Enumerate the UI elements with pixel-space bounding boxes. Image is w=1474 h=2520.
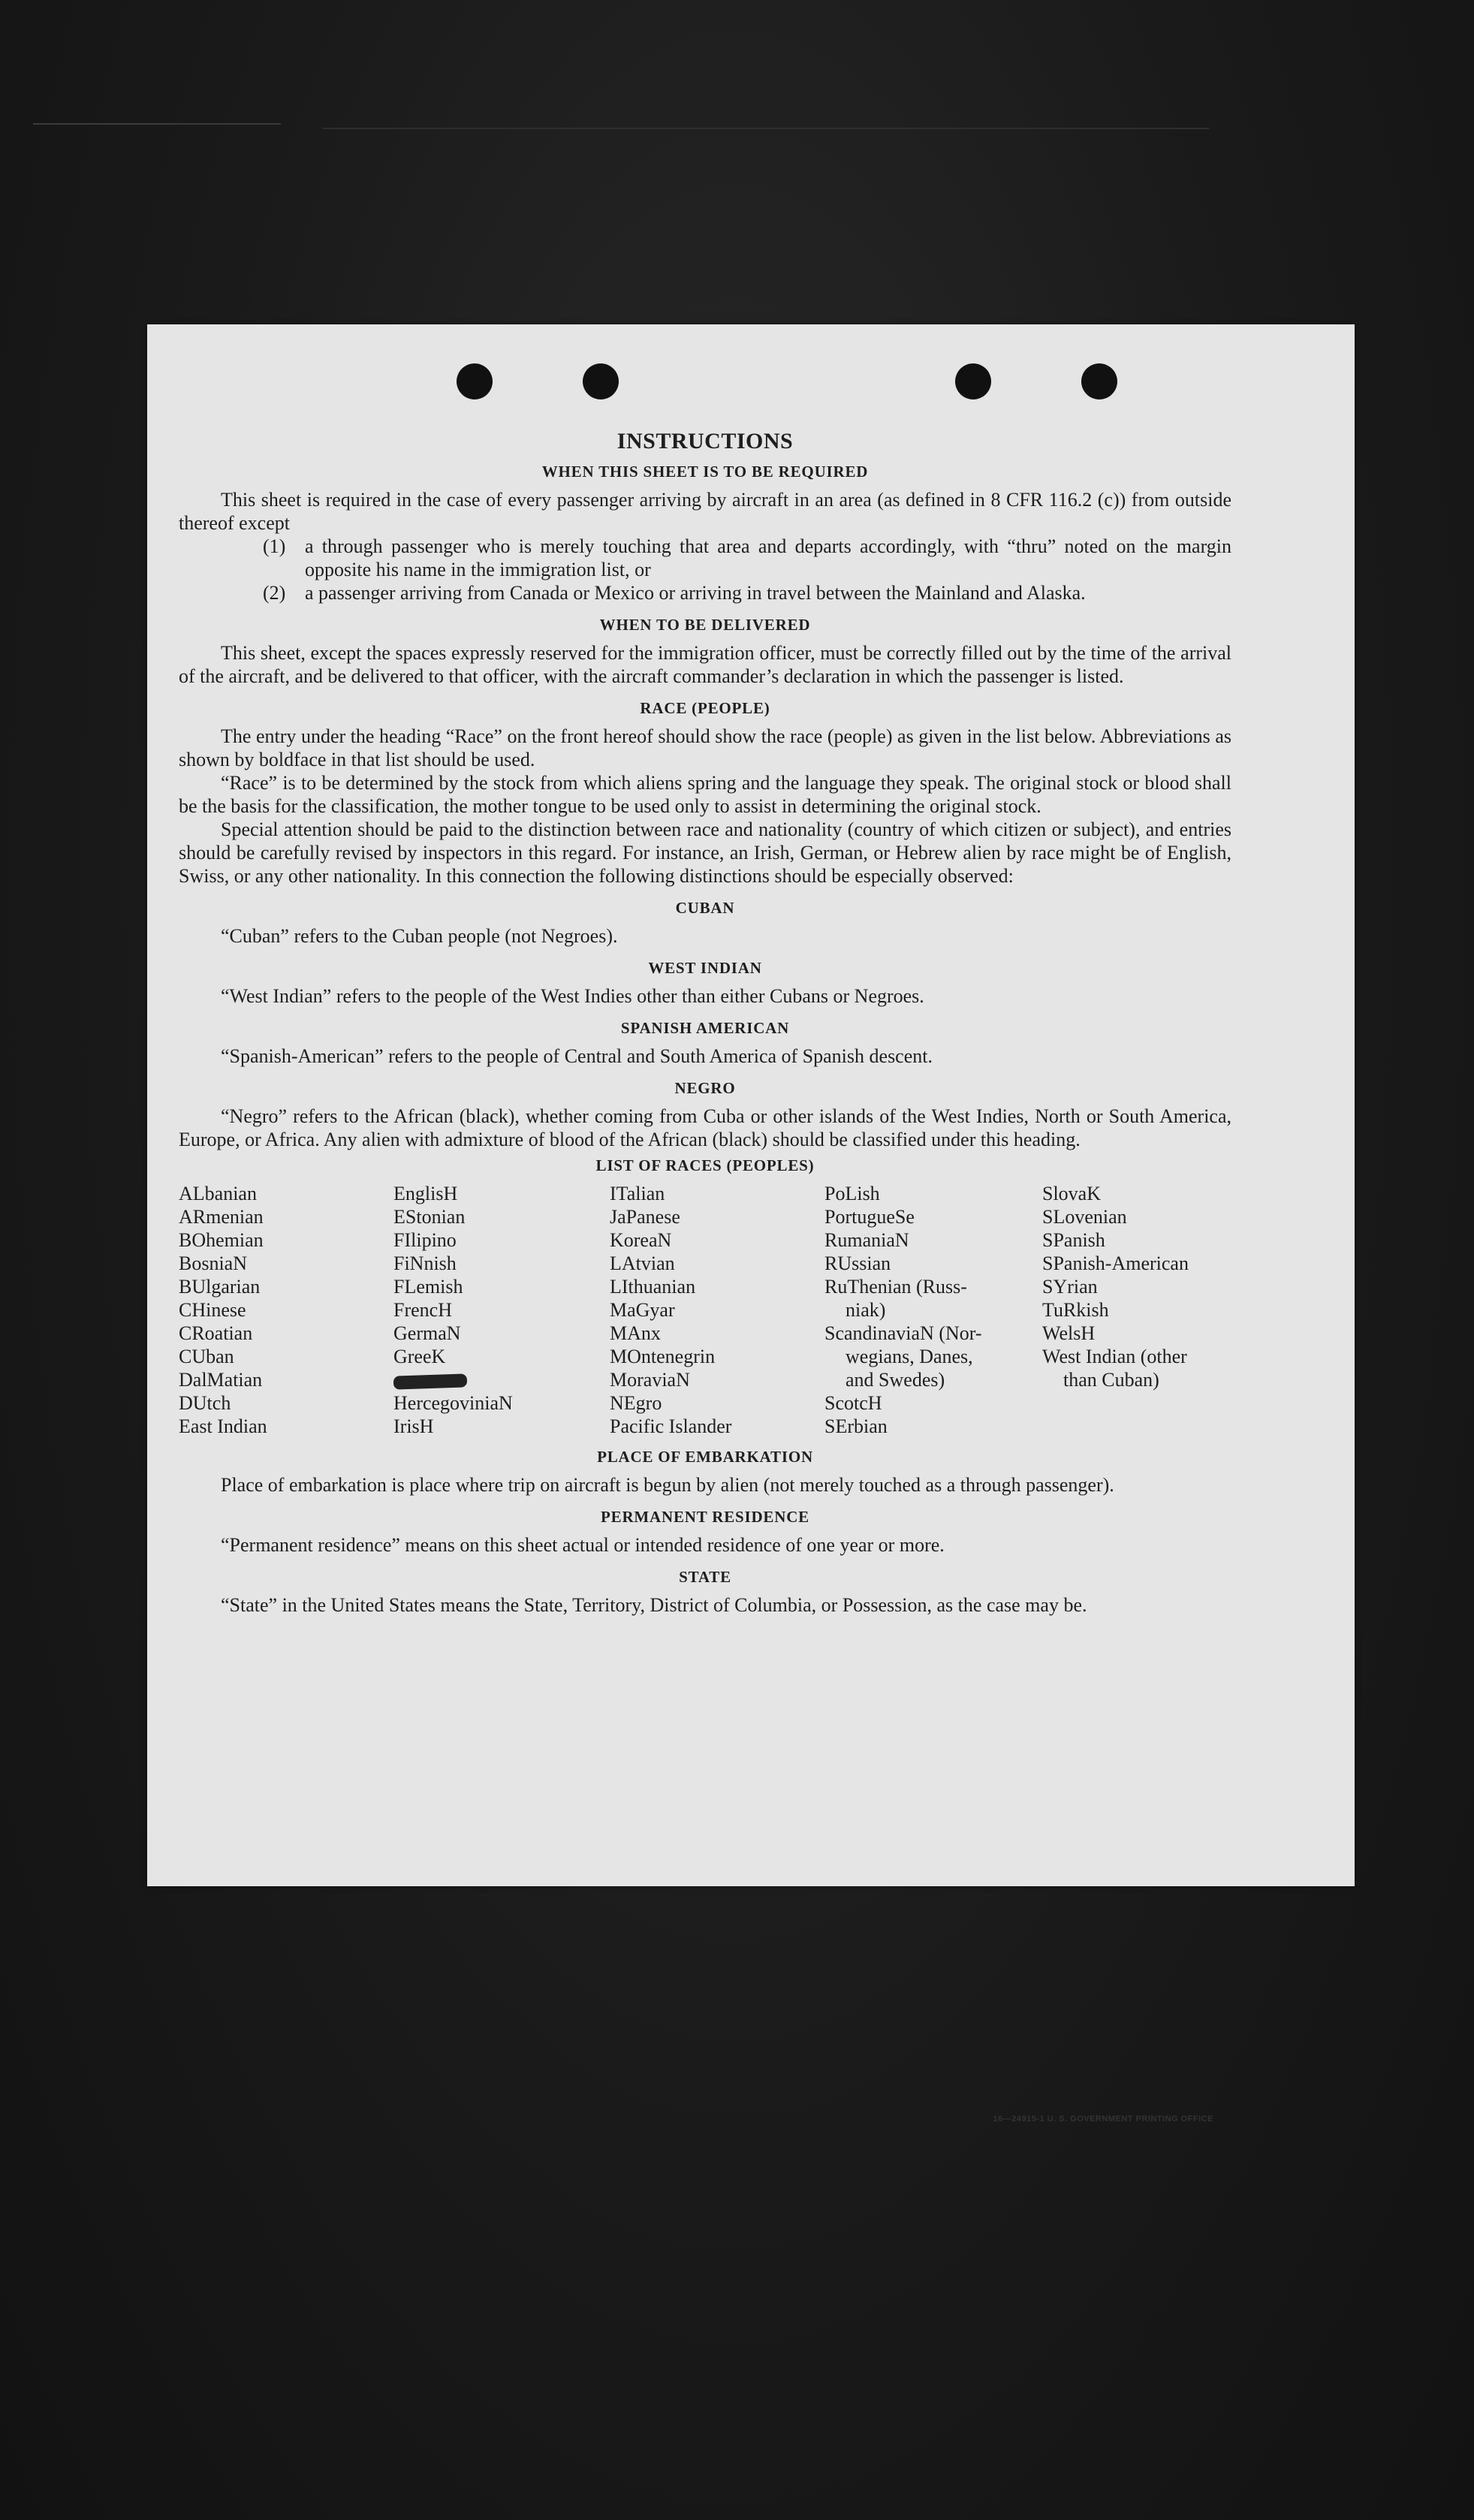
race-entry: MOntenegrin	[610, 1346, 716, 1367]
section-heading-spanish-american: SPANISH AMERICAN	[620, 1019, 790, 1037]
redaction-mark	[393, 1373, 468, 1389]
race-entry: FLemish	[393, 1276, 463, 1298]
race-entry: FiNnish	[393, 1252, 457, 1274]
race-entry: KoreaN	[610, 1229, 672, 1251]
race-entry: ITalian	[610, 1183, 665, 1204]
embarkation-text: Place of embarkation is place where trip on aircraft is begun by alien (not merely touched as a through passenger).	[221, 1474, 1114, 1496]
race-entry: RuThenian (Russ-	[824, 1276, 967, 1298]
race-entry: Pacific Islander	[610, 1415, 732, 1437]
state-text: “State” in the United States means the State, Territory, District of Columbia, or Possession, as the case may be.	[221, 1594, 1087, 1616]
race-column	[179, 1182, 393, 1438]
race-entry: IrisH	[393, 1415, 434, 1437]
race-entry: MoraviaN	[610, 1369, 690, 1391]
race-entry: SYrian	[1042, 1276, 1098, 1298]
exception-number: (1)	[263, 535, 286, 557]
race-entry: BosniaN	[179, 1252, 247, 1274]
scan-artifact-line	[33, 123, 281, 125]
race-entry: ARmenian	[179, 1206, 264, 1228]
section-heading-cuban: CUBAN	[675, 899, 735, 917]
cuban-text: “Cuban” refers to the Cuban people (not Negroes).	[221, 925, 618, 947]
race-entry: ScandinaviaN (Nor-	[824, 1322, 982, 1344]
when-required-intro: This sheet is required in the case of every passenger arriving by aircraft in an area (as defined in 8 CFR 116.2 (c)) from outside thereof except	[179, 489, 1231, 534]
race-entry: BOhemian	[179, 1229, 264, 1251]
section-heading-state: STATE	[679, 1568, 731, 1586]
race-column	[610, 1182, 824, 1438]
race-entry: LIthuanian	[610, 1276, 696, 1298]
exception-item	[263, 581, 1231, 604]
instruction-sheet	[147, 324, 1355, 2124]
race-entry-continued: wegians, Danes,	[846, 1346, 973, 1367]
race-entry-continued: than Cuban)	[1063, 1369, 1159, 1391]
race-entry: PortugueSe	[824, 1206, 915, 1228]
punch-hole	[955, 363, 991, 399]
race-paragraph: Special attention should be paid to the distinction between race and nationality (country of which citizen or subject), and entries should be carefully revised by inspectors in this regard. For instance, an Irish, German, or Hebrew alien by race might be of English, Swiss, or any other nationality. In this connection the following distinctions should be especially observed:	[179, 818, 1231, 887]
exception-item	[263, 535, 1231, 581]
section-heading-race: RACE (PEOPLE)	[640, 699, 770, 717]
residence-text: “Permanent residence” means on this sheet actual or intended residence of one year or more.	[221, 1534, 945, 1556]
section-heading-when-delivered: WHEN TO BE DELIVERED	[599, 616, 811, 634]
section-heading-negro: NEGRO	[674, 1079, 736, 1097]
punch-hole	[583, 363, 619, 399]
race-entry: CHinese	[179, 1299, 246, 1321]
page-title: INSTRUCTIONS	[616, 429, 794, 454]
race-entry: GermaN	[393, 1322, 461, 1344]
race-entry: SErbian	[824, 1415, 888, 1437]
race-entry: GreeK	[393, 1346, 446, 1367]
race-entry: DalMatian	[179, 1369, 263, 1391]
race-entry: SlovaK	[1042, 1183, 1101, 1204]
exception-text: a through passenger who is merely touching that area and departs accordingly, with “thru” noted on the margin opposite his name in the immigration list, or	[305, 535, 1231, 580]
race-entry: FIlipino	[393, 1229, 457, 1251]
section-heading-west-indian: WEST INDIAN	[648, 959, 762, 977]
west-indian-text: “West Indian” refers to the people of the West Indies other than either Cubans or Negroes.	[221, 985, 924, 1007]
race-entry: SPanish	[1042, 1229, 1105, 1251]
race-entry: CRoatian	[179, 1322, 253, 1344]
race-paragraph: The entry under the heading “Race” on the front hereof should show the race (people) as given in the list below. Abbreviations as shown by boldface in that list should be used.	[179, 725, 1231, 770]
exception-number: (2)	[263, 582, 286, 604]
race-column	[1042, 1182, 1231, 1438]
race-entry: SLovenian	[1042, 1206, 1127, 1228]
race-entry: DUtch	[179, 1392, 231, 1414]
race-entry: WelsH	[1042, 1322, 1096, 1344]
race-entry-continued: niak)	[846, 1299, 886, 1321]
race-entry: RumaniaN	[824, 1229, 909, 1251]
race-entry: ALbanian	[179, 1183, 257, 1204]
section-heading-embarkation: PLACE OF EMBARKATION	[597, 1448, 813, 1466]
race-entry: JaPanese	[610, 1206, 680, 1228]
race-entry-continued: and Swedes)	[846, 1369, 945, 1391]
race-entry: BUlgarian	[179, 1276, 261, 1298]
race-entry: PoLish	[824, 1183, 880, 1204]
negro-text: “Negro” refers to the African (black), whether coming from Cuba or other islands of the West Indies, North or South America, Europe, or Africa. Any alien with admixture of blood of the African (black) should be classified under this heading.	[179, 1105, 1231, 1150]
race-column	[393, 1182, 610, 1438]
punch-hole	[1081, 363, 1117, 399]
spanish-american-text: “Spanish-American” refers to the people of Central and South America of Spanish descent.	[221, 1045, 933, 1067]
race-entry: CUban	[179, 1346, 234, 1367]
sheet-content	[179, 430, 1231, 1617]
when-delivered-text: This sheet, except the spaces expressly reserved for the immigration officer, must be correctly filled out by the time of the arrival of the aircraft, and be delivered to that officer, with the aircraft commander’s declaration in which the passenger is listed.	[179, 642, 1231, 687]
race-entry: EnglisH	[393, 1183, 458, 1204]
race-entry: HercegoviniaN	[393, 1392, 513, 1414]
race-entry: ScotcH	[824, 1392, 882, 1414]
race-entry: NEgro	[610, 1392, 662, 1414]
race-entry: MaGyar	[610, 1299, 675, 1321]
race-entry: MAnx	[610, 1322, 661, 1344]
race-entry: FrencH	[393, 1299, 452, 1321]
race-entry: SPanish-American	[1042, 1252, 1189, 1274]
race-entry: West Indian (other	[1042, 1346, 1187, 1367]
section-heading-when-required: WHEN THIS SHEET IS TO BE REQUIRED	[541, 463, 869, 481]
race-entry: LAtvian	[610, 1252, 675, 1274]
scan-artifact-line	[323, 128, 1209, 129]
section-heading-permanent-residence: PERMANENT RESIDENCE	[601, 1508, 809, 1526]
punch-hole	[457, 363, 493, 399]
race-entry: TuRkish	[1042, 1299, 1109, 1321]
section-heading-list-of-races: LIST OF RACES (PEOPLES)	[595, 1156, 815, 1174]
printing-office-code: 16—24915-1 U. S. GOVERNMENT PRINTING OFFICE	[993, 2115, 1213, 2124]
race-paragraph: “Race” is to be determined by the stock from which aliens spring and the language they speak. The original stock or blood shall be the basis for the classification, the mother tongue to be used only to assist in determining the original stock.	[179, 772, 1231, 817]
race-entry: EStonian	[393, 1206, 466, 1228]
race-list	[179, 1182, 1231, 1438]
race-entry: RUssian	[824, 1252, 891, 1274]
redacted-entry	[393, 1368, 610, 1391]
race-column	[824, 1182, 1042, 1438]
exception-text: a passenger arriving from Canada or Mexico or arriving in travel between the Mainland and Alaska.	[305, 582, 1086, 604]
race-entry: East Indian	[179, 1415, 267, 1437]
